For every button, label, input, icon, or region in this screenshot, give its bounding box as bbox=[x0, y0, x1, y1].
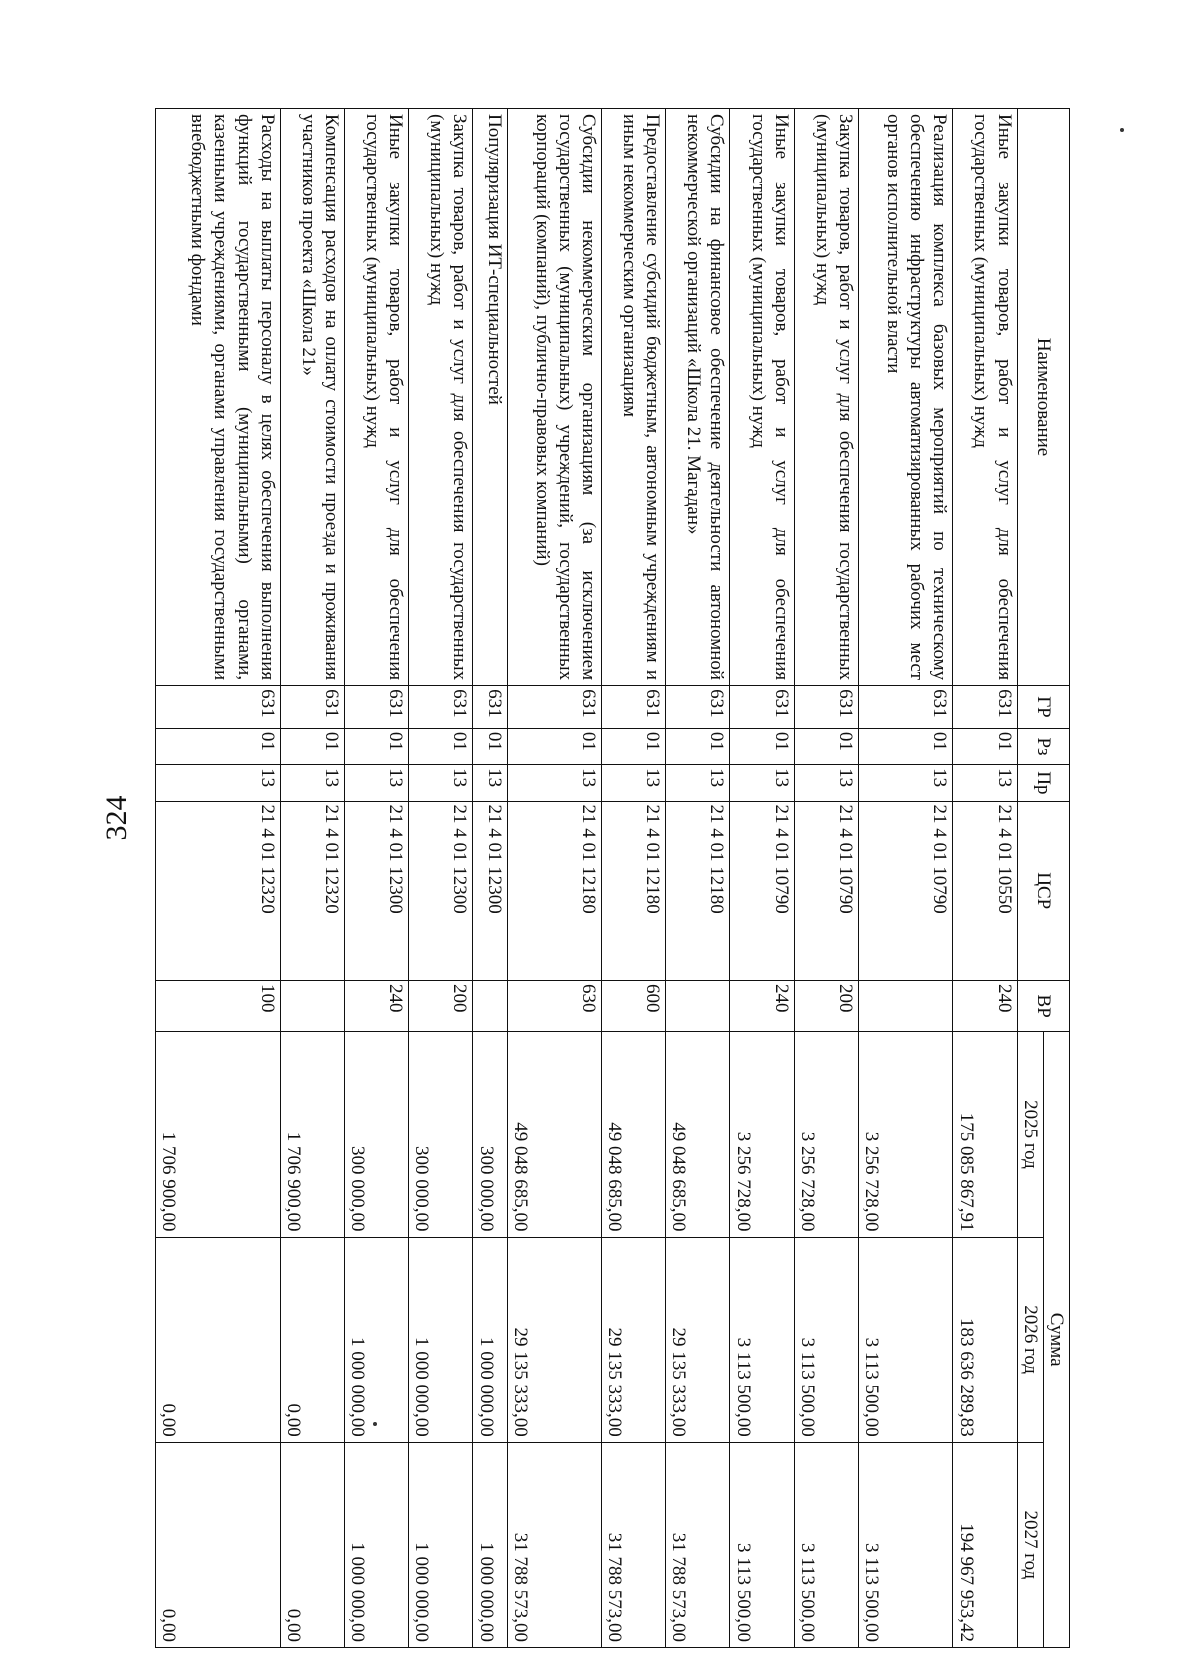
row-csr: 21 4 01 12180 bbox=[507, 801, 601, 981]
row-pr: 13 bbox=[953, 765, 1017, 801]
row-sum-2026: 3 113 500,00 bbox=[730, 1237, 794, 1442]
row-pr: 13 bbox=[858, 765, 952, 801]
row-sum-2027: 31 788 573,00 bbox=[666, 1442, 730, 1647]
row-name: Расходы на выплаты персоналу в целях обеспечения выполнения функций государственными (муниципальными) органами, казенными учреждениями, органами управления государственными внебюджетными фондами bbox=[156, 109, 281, 686]
row-rz: 01 bbox=[280, 728, 344, 764]
row-csr: 21 4 01 10790 bbox=[730, 801, 794, 981]
row-vr: 240 bbox=[344, 981, 408, 1032]
row-name: Иные закупки товаров, работ и услуг для обеспечения государственных (муниципальных) нужд bbox=[344, 109, 408, 686]
row-csr: 21 4 01 12180 bbox=[601, 801, 665, 981]
header-pr: Пр bbox=[1017, 765, 1069, 801]
row-rz: 01 bbox=[409, 728, 473, 764]
row-csr: 21 4 01 12300 bbox=[344, 801, 408, 981]
row-name: Популяризация ИТ-специальностей bbox=[473, 109, 507, 686]
row-pr: 13 bbox=[280, 765, 344, 801]
row-gr: 631 bbox=[280, 686, 344, 729]
row-pr: 13 bbox=[507, 765, 601, 801]
row-sum-2025: 49 048 685,00 bbox=[507, 1032, 601, 1237]
row-rz: 01 bbox=[344, 728, 408, 764]
row-vr: 240 bbox=[953, 981, 1017, 1032]
header-csr: ЦСР bbox=[1017, 801, 1069, 981]
row-gr: 631 bbox=[507, 686, 601, 729]
row-sum-2026: 3 113 500,00 bbox=[858, 1237, 952, 1442]
page-number: 324 bbox=[100, 795, 133, 841]
row-sum-2027: 31 788 573,00 bbox=[601, 1442, 665, 1647]
row-rz: 01 bbox=[601, 728, 665, 764]
header-rz: Рз bbox=[1017, 728, 1069, 764]
row-sum-2025: 300 000,00 bbox=[344, 1032, 408, 1237]
row-pr: 13 bbox=[601, 765, 665, 801]
row-sum-2025: 3 256 728,00 bbox=[730, 1032, 794, 1237]
row-sum-2027: 0,00 bbox=[156, 1442, 281, 1647]
table-row bbox=[953, 109, 1017, 1648]
row-sum-2025: 1 706 900,00 bbox=[280, 1032, 344, 1237]
header-vr: ВР bbox=[1017, 981, 1069, 1032]
row-pr: 13 bbox=[409, 765, 473, 801]
row-rz: 01 bbox=[794, 728, 858, 764]
row-vr: 200 bbox=[794, 981, 858, 1032]
row-csr: 21 4 01 12320 bbox=[280, 801, 344, 981]
table-row bbox=[280, 109, 344, 1648]
row-csr: 21 4 01 10790 bbox=[794, 801, 858, 981]
row-name: Иные закупки товаров, работ и услуг для обеспечения государственных (муниципальных) нужд bbox=[730, 109, 794, 686]
row-name: Иные закупки товаров, работ и услуг для обеспечения государственных (муниципальных) нужд bbox=[953, 109, 1017, 686]
row-vr: 100 bbox=[156, 981, 281, 1032]
row-sum-2027: 0,00 bbox=[280, 1442, 344, 1647]
row-name: Закупка товаров, работ и услуг для обеспечения государственных (муниципальных) нужд bbox=[794, 109, 858, 686]
row-rz: 01 bbox=[156, 728, 281, 764]
row-sum-2026: 1 000 000,00 bbox=[409, 1237, 473, 1442]
row-gr: 631 bbox=[794, 686, 858, 729]
row-sum-2027: 3 113 500,00 bbox=[794, 1442, 858, 1647]
row-name: Субсидии на финансовое обеспечение деятельности автономной некоммерческой организаций «Школа 21. Магадан» bbox=[666, 109, 730, 686]
row-name: Компенсация расходов на оплату стоимости проезда и проживания участников проекта «Школа 21» bbox=[280, 109, 344, 686]
scan-speck bbox=[1120, 128, 1124, 132]
header-year-2027: 2027 год bbox=[1017, 1442, 1043, 1647]
table-row bbox=[344, 109, 408, 1648]
row-gr: 631 bbox=[666, 686, 730, 729]
row-sum-2027: 31 788 573,00 bbox=[507, 1442, 601, 1647]
row-name: Субсидии некоммерческим организациям (за исключением государственных (муниципальных) учреждений, государственных корпораций (компаний), публично-правовых компаний) bbox=[507, 109, 601, 686]
row-sum-2026: 1 000 000,00 bbox=[473, 1237, 507, 1442]
row-csr: 21 4 01 12180 bbox=[666, 801, 730, 981]
header-row bbox=[1043, 109, 1069, 1648]
row-sum-2026: 29 135 333,00 bbox=[666, 1237, 730, 1442]
row-sum-2025: 49 048 685,00 bbox=[666, 1032, 730, 1237]
row-sum-2025: 300 000,00 bbox=[409, 1032, 473, 1237]
row-rz: 01 bbox=[507, 728, 601, 764]
row-vr bbox=[666, 981, 730, 1032]
row-pr: 13 bbox=[730, 765, 794, 801]
row-sum-2026: 29 135 333,00 bbox=[507, 1237, 601, 1442]
table-body bbox=[156, 109, 1018, 1648]
row-rz: 01 bbox=[730, 728, 794, 764]
row-vr: 600 bbox=[601, 981, 665, 1032]
row-vr bbox=[473, 981, 507, 1032]
table-row bbox=[473, 109, 507, 1648]
row-pr: 13 bbox=[794, 765, 858, 801]
row-sum-2026: 3 113 500,00 bbox=[794, 1237, 858, 1442]
row-gr: 631 bbox=[601, 686, 665, 729]
row-sum-2025: 49 048 685,00 bbox=[601, 1032, 665, 1237]
budget-table-container bbox=[155, 108, 1070, 1648]
row-csr: 21 4 01 12300 bbox=[409, 801, 473, 981]
row-sum-2026: 0,00 bbox=[156, 1237, 281, 1442]
row-sum-2025: 175 085 867,91 bbox=[953, 1032, 1017, 1237]
row-gr: 631 bbox=[473, 686, 507, 729]
table-row bbox=[666, 109, 730, 1648]
table-row bbox=[601, 109, 665, 1648]
budget-table bbox=[155, 108, 1070, 1648]
row-sum-2025: 3 256 728,00 bbox=[794, 1032, 858, 1237]
table-row bbox=[409, 109, 473, 1648]
row-csr: 21 4 01 12320 bbox=[156, 801, 281, 981]
table-row bbox=[730, 109, 794, 1648]
row-gr: 631 bbox=[858, 686, 952, 729]
row-sum-2026: 183 636 289,83 bbox=[953, 1237, 1017, 1442]
table-row bbox=[507, 109, 601, 1648]
row-sum-2025: 3 256 728,00 bbox=[858, 1032, 952, 1237]
row-rz: 01 bbox=[953, 728, 1017, 764]
row-pr: 13 bbox=[344, 765, 408, 801]
row-vr bbox=[858, 981, 952, 1032]
row-sum-2027: 3 113 500,00 bbox=[730, 1442, 794, 1647]
row-csr: 21 4 01 12300 bbox=[473, 801, 507, 981]
row-rz: 01 bbox=[473, 728, 507, 764]
row-vr: 240 bbox=[730, 981, 794, 1032]
header-year-2025: 2025 год bbox=[1017, 1032, 1043, 1237]
header-gr: ГР bbox=[1017, 686, 1069, 729]
row-gr: 631 bbox=[953, 686, 1017, 729]
row-pr: 13 bbox=[473, 765, 507, 801]
row-name: Предоставление субсидий бюджетным, автономным учреждениям и иным некоммерческим организациям bbox=[601, 109, 665, 686]
row-rz: 01 bbox=[858, 728, 952, 764]
row-sum-2026: 0,00 bbox=[280, 1237, 344, 1442]
row-gr: 631 bbox=[344, 686, 408, 729]
row-sum-2027: 1 000 000,00 bbox=[344, 1442, 408, 1647]
row-sum-2025: 300 000,00 bbox=[473, 1032, 507, 1237]
row-gr: 631 bbox=[730, 686, 794, 729]
row-sum-2027: 1 000 000,00 bbox=[473, 1442, 507, 1647]
row-sum-2027: 194 967 953,42 bbox=[953, 1442, 1017, 1647]
row-csr: 21 4 01 10550 bbox=[953, 801, 1017, 981]
header-name: Наименование bbox=[1017, 109, 1069, 686]
row-sum-2027: 3 113 500,00 bbox=[858, 1442, 952, 1647]
row-vr bbox=[280, 981, 344, 1032]
row-csr: 21 4 01 10790 bbox=[858, 801, 952, 981]
row-vr: 200 bbox=[409, 981, 473, 1032]
header-year-2026: 2026 год bbox=[1017, 1237, 1043, 1442]
row-rz: 01 bbox=[666, 728, 730, 764]
row-sum-2025: 1 706 900,00 bbox=[156, 1032, 281, 1237]
row-sum-2026: 1 000 000,00 bbox=[344, 1237, 408, 1442]
row-gr: 631 bbox=[409, 686, 473, 729]
table-row bbox=[858, 109, 952, 1648]
row-sum-2026: 29 135 333,00 bbox=[601, 1237, 665, 1442]
row-gr: 631 bbox=[156, 686, 281, 729]
table-row bbox=[156, 109, 281, 1648]
row-sum-2027: 1 000 000,00 bbox=[409, 1442, 473, 1647]
row-vr: 630 bbox=[507, 981, 601, 1032]
row-name: Закупка товаров, работ и услуг для обеспечения государственных (муниципальных) нужд bbox=[409, 109, 473, 686]
header-sum: Сумма bbox=[1043, 1032, 1069, 1648]
row-name: Реализация комплекса базовых мероприятий по техническому обеспечению инфраструктуры автоматизированных рабочих мест органов исполнительной власти bbox=[858, 109, 952, 686]
row-pr: 13 bbox=[156, 765, 281, 801]
row-pr: 13 bbox=[666, 765, 730, 801]
table-row bbox=[794, 109, 858, 1648]
